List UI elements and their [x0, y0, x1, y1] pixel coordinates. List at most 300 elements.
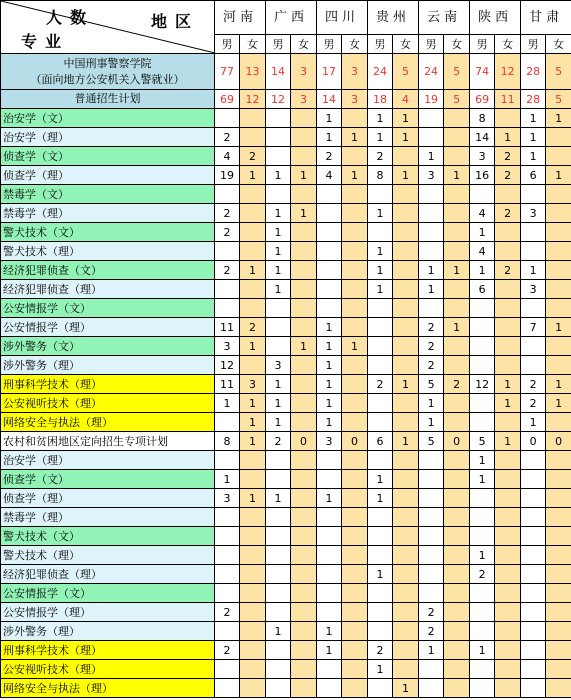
quota-cell: [444, 185, 470, 204]
quota-cell: [419, 546, 444, 565]
major-label: 警犬技术（理）: [1, 242, 215, 261]
quota-cell: [546, 185, 571, 204]
quota-cell: [444, 413, 470, 432]
major-label: 公安情报学（理）: [1, 603, 215, 622]
quota-cell: [419, 565, 444, 584]
quota-cell: 2: [215, 641, 240, 660]
quota-cell: [317, 603, 342, 622]
quota-cell: [495, 660, 521, 679]
quota-cell: [393, 185, 419, 204]
quota-cell: 1: [393, 166, 419, 185]
quota-cell: 1: [393, 679, 419, 698]
college-total-cell: 24: [368, 54, 393, 90]
quota-cell: [546, 204, 571, 223]
college-total-cell: 5: [546, 54, 571, 90]
quota-cell: 1: [266, 280, 291, 299]
major-label: 禁毒学（文）: [1, 185, 215, 204]
quota-cell: [444, 280, 470, 299]
quota-cell: [317, 565, 342, 584]
quota-cell: 1: [317, 622, 342, 641]
quota-cell: 1: [521, 261, 546, 280]
quota-cell: [240, 242, 266, 261]
quota-cell: [393, 489, 419, 508]
major-label: 经济犯罪侦查（理）: [1, 565, 215, 584]
quota-cell: [368, 318, 393, 337]
quota-cell: 2: [215, 261, 240, 280]
quota-cell: [470, 413, 495, 432]
quota-cell: [368, 508, 393, 527]
quota-cell: [291, 223, 317, 242]
quota-cell: [266, 641, 291, 660]
quota-cell: [546, 128, 571, 147]
quota-cell: 6: [470, 280, 495, 299]
quota-cell: 1: [266, 242, 291, 261]
quota-cell: [240, 223, 266, 242]
quota-cell: [495, 318, 521, 337]
quota-cell: [368, 394, 393, 413]
quota-cell: 1: [546, 394, 571, 413]
quota-cell: [317, 280, 342, 299]
quota-cell: [266, 147, 291, 166]
quota-cell: [495, 508, 521, 527]
quota-cell: [419, 109, 444, 128]
quota-cell: [291, 679, 317, 698]
quota-cell: 3: [317, 432, 342, 451]
quota-cell: [444, 508, 470, 527]
quota-cell: 3: [215, 337, 240, 356]
table-row: [1, 622, 571, 641]
college-total-cell: 28: [521, 54, 546, 90]
quota-cell: 1: [317, 489, 342, 508]
quota-cell: [419, 470, 444, 489]
quota-cell: [495, 622, 521, 641]
quota-cell: [317, 546, 342, 565]
quota-cell: 2: [521, 375, 546, 394]
quota-cell: [444, 128, 470, 147]
quota-cell: 1: [495, 394, 521, 413]
college-total-cell: 3: [291, 54, 317, 90]
major-label: 公安情报学（理）: [1, 318, 215, 337]
quota-cell: [342, 147, 368, 166]
major-label: 网络安全与执法（理）: [1, 679, 215, 698]
quota-cell: [215, 660, 240, 679]
quota-cell: [495, 603, 521, 622]
quota-cell: 8: [215, 432, 240, 451]
quota-cell: 1: [393, 432, 419, 451]
major-label: 公安情报学（文）: [1, 299, 215, 318]
quota-cell: [521, 223, 546, 242]
quota-cell: [266, 451, 291, 470]
quota-cell: [470, 489, 495, 508]
quota-cell: [342, 280, 368, 299]
table-row: [1, 147, 571, 166]
quota-cell: 1: [521, 128, 546, 147]
quota-cell: [291, 318, 317, 337]
quota-cell: 2: [521, 394, 546, 413]
quota-cell: 4: [470, 242, 495, 261]
major-label: 治安学（文）: [1, 109, 215, 128]
region-header: 地区: [151, 12, 200, 31]
quota-cell: [215, 584, 240, 603]
quota-cell: 1: [240, 489, 266, 508]
quota-cell: [291, 584, 317, 603]
college-total-cell: 5: [393, 54, 419, 90]
quota-cell: 5: [419, 432, 444, 451]
quota-cell: [444, 622, 470, 641]
quota-cell: 1: [419, 147, 444, 166]
quota-cell: [291, 109, 317, 128]
quota-cell: [495, 337, 521, 356]
quota-cell: [495, 470, 521, 489]
quota-cell: [419, 679, 444, 698]
quota-cell: [240, 128, 266, 147]
quota-cell: 1: [368, 470, 393, 489]
province-header: 甘肃: [521, 1, 571, 35]
quota-cell: 19: [215, 166, 240, 185]
quota-cell: [291, 147, 317, 166]
quota-cell: [393, 242, 419, 261]
college-total-cell: 12: [495, 54, 521, 90]
quota-cell: 5: [419, 375, 444, 394]
quota-cell: [240, 622, 266, 641]
quota-cell: [291, 280, 317, 299]
province-header: 广西: [266, 1, 317, 35]
quota-cell: [546, 356, 571, 375]
quota-cell: [240, 679, 266, 698]
plan-total-cell: 14: [317, 90, 342, 109]
plan-total-cell: 18: [368, 90, 393, 109]
quota-cell: [444, 451, 470, 470]
quota-cell: 1: [419, 261, 444, 280]
quota-cell: [495, 280, 521, 299]
quota-cell: 1: [393, 128, 419, 147]
quota-cell: [291, 489, 317, 508]
quota-cell: [546, 242, 571, 261]
quota-cell: 1: [444, 166, 470, 185]
quota-cell: 1: [546, 166, 571, 185]
quota-cell: [317, 527, 342, 546]
table-row: [1, 546, 571, 565]
quota-cell: [521, 660, 546, 679]
quota-cell: [495, 109, 521, 128]
major-label: 警犬技术（文）: [1, 223, 215, 242]
quota-cell: [215, 109, 240, 128]
quota-cell: 1: [317, 641, 342, 660]
quota-cell: [470, 337, 495, 356]
quota-cell: 1: [317, 337, 342, 356]
quota-cell: 1: [546, 375, 571, 394]
quota-cell: [215, 546, 240, 565]
quota-cell: [444, 584, 470, 603]
table-row: [1, 508, 571, 527]
male-header: 男: [317, 35, 342, 54]
quota-cell: [546, 451, 571, 470]
quota-cell: [266, 128, 291, 147]
quota-cell: [342, 204, 368, 223]
table-row: [1, 489, 571, 508]
quota-cell: 1: [470, 261, 495, 280]
quota-cell: 2: [419, 622, 444, 641]
quota-cell: [495, 546, 521, 565]
quota-cell: [215, 451, 240, 470]
major-label: 侦查学（理）: [1, 166, 215, 185]
quota-cell: [495, 451, 521, 470]
quota-cell: [317, 185, 342, 204]
quota-cell: [470, 622, 495, 641]
quota-cell: [495, 185, 521, 204]
quota-cell: 0: [546, 432, 571, 451]
quota-cell: [342, 299, 368, 318]
college-note: （面向地方公安机关入警就业）: [30, 72, 185, 86]
quota-cell: [368, 223, 393, 242]
quota-cell: 16: [470, 166, 495, 185]
major-label: 农村和贫困地区定向招生专项计划: [1, 432, 215, 451]
quota-cell: [240, 204, 266, 223]
quota-cell: [470, 508, 495, 527]
quota-cell: [291, 546, 317, 565]
quota-cell: [444, 527, 470, 546]
table-row: [1, 109, 571, 128]
quota-cell: [393, 451, 419, 470]
quota-cell: 1: [266, 261, 291, 280]
quota-cell: [419, 584, 444, 603]
quota-cell: 2: [266, 432, 291, 451]
quota-cell: [215, 413, 240, 432]
quota-cell: [291, 470, 317, 489]
quota-cell: 2: [495, 147, 521, 166]
quota-cell: 5: [470, 432, 495, 451]
major-label: 治安学（理）: [1, 128, 215, 147]
quota-cell: [419, 223, 444, 242]
quota-cell: 2: [495, 204, 521, 223]
major-header: 专业: [21, 32, 70, 51]
quota-cell: [291, 185, 317, 204]
quota-cell: [444, 299, 470, 318]
quota-cell: [342, 641, 368, 660]
quota-cell: [266, 299, 291, 318]
quota-cell: [419, 527, 444, 546]
quota-cell: [521, 603, 546, 622]
quota-cell: [444, 470, 470, 489]
quota-cell: [342, 109, 368, 128]
quota-cell: 1: [521, 413, 546, 432]
quota-cell: 12: [215, 356, 240, 375]
quota-cell: [495, 413, 521, 432]
quota-cell: [215, 622, 240, 641]
male-header: 男: [521, 35, 546, 54]
quota-cell: 1: [317, 375, 342, 394]
major-label: 经济犯罪侦查（文）: [1, 261, 215, 280]
quota-cell: [444, 394, 470, 413]
quota-cell: [291, 527, 317, 546]
quota-cell: [521, 242, 546, 261]
quota-cell: [342, 603, 368, 622]
quota-cell: [240, 185, 266, 204]
major-label: 刑事科学技术（理）: [1, 375, 215, 394]
quota-cell: [368, 679, 393, 698]
quota-cell: [266, 603, 291, 622]
quota-cell: [444, 223, 470, 242]
quota-cell: 2: [419, 318, 444, 337]
quota-cell: 1: [521, 109, 546, 128]
quota-cell: [546, 603, 571, 622]
quota-cell: 1: [266, 413, 291, 432]
quota-cell: [393, 356, 419, 375]
quota-cell: [546, 584, 571, 603]
quota-cell: [521, 565, 546, 584]
quota-cell: 1: [240, 432, 266, 451]
quota-cell: 3: [521, 204, 546, 223]
quota-cell: [393, 147, 419, 166]
quota-cell: [368, 413, 393, 432]
quota-cell: 1: [317, 413, 342, 432]
quota-cell: 6: [521, 166, 546, 185]
quota-cell: [291, 508, 317, 527]
quota-cell: [470, 299, 495, 318]
quota-cell: [215, 565, 240, 584]
female-header: 女: [546, 35, 571, 54]
male-header: 男: [419, 35, 444, 54]
quota-cell: [215, 508, 240, 527]
quota-cell: 1: [266, 166, 291, 185]
female-header: 女: [444, 35, 470, 54]
quota-cell: [291, 356, 317, 375]
quota-cell: [521, 527, 546, 546]
quota-cell: [521, 584, 546, 603]
quota-cell: 0: [444, 432, 470, 451]
quota-cell: [266, 508, 291, 527]
quota-cell: [419, 451, 444, 470]
quota-cell: 1: [266, 223, 291, 242]
major-label: 禁毒学（理）: [1, 508, 215, 527]
quota-cell: 1: [444, 261, 470, 280]
quota-cell: [368, 337, 393, 356]
quota-cell: [444, 603, 470, 622]
quota-cell: [546, 527, 571, 546]
plan-total-cell: 3: [291, 90, 317, 109]
quota-cell: [444, 242, 470, 261]
table-row: [1, 223, 571, 242]
quota-cell: [266, 337, 291, 356]
quota-cell: [291, 242, 317, 261]
college-total-cell: 77: [215, 54, 240, 90]
quota-cell: [266, 185, 291, 204]
major-label: 侦查学（文）: [1, 470, 215, 489]
quota-cell: 1: [495, 128, 521, 147]
quota-cell: 0: [291, 432, 317, 451]
quota-cell: [240, 508, 266, 527]
quota-cell: [521, 299, 546, 318]
quota-cell: 2: [368, 641, 393, 660]
quota-cell: 1: [368, 489, 393, 508]
quota-cell: 1: [521, 147, 546, 166]
quota-cell: [419, 660, 444, 679]
female-header: 女: [342, 35, 368, 54]
quota-cell: 6: [368, 432, 393, 451]
quota-cell: [393, 660, 419, 679]
quota-cell: [342, 679, 368, 698]
table-row: [1, 584, 571, 603]
quota-cell: [546, 489, 571, 508]
quota-cell: 1: [368, 109, 393, 128]
quota-cell: [368, 299, 393, 318]
major-label: 涉外警务（理）: [1, 356, 215, 375]
table-row: [1, 261, 571, 280]
quota-cell: 1: [317, 356, 342, 375]
quota-cell: [419, 185, 444, 204]
quota-cell: [240, 565, 266, 584]
quota-cell: [291, 299, 317, 318]
quota-cell: 1: [470, 451, 495, 470]
table-row: [1, 679, 571, 698]
college-name: 中国刑事警察学院: [63, 56, 152, 70]
quota-cell: [393, 603, 419, 622]
quota-cell: [317, 660, 342, 679]
quota-cell: 1: [240, 261, 266, 280]
quota-cell: [495, 356, 521, 375]
quota-cell: [317, 261, 342, 280]
quota-cell: [495, 489, 521, 508]
quota-cell: [546, 261, 571, 280]
quota-cell: [240, 280, 266, 299]
quota-cell: [266, 546, 291, 565]
quota-cell: [546, 413, 571, 432]
quota-cell: [444, 546, 470, 565]
quota-cell: [266, 679, 291, 698]
quota-cell: [393, 299, 419, 318]
quota-cell: [368, 603, 393, 622]
quota-cell: 1: [266, 375, 291, 394]
quota-cell: [240, 603, 266, 622]
quota-cell: 1: [368, 204, 393, 223]
college-total-cell: 24: [419, 54, 444, 90]
quota-cell: [317, 299, 342, 318]
quota-cell: [470, 185, 495, 204]
quota-cell: [521, 679, 546, 698]
quota-cell: 1: [368, 242, 393, 261]
quota-cell: [342, 508, 368, 527]
quota-cell: 2: [495, 261, 521, 280]
quota-cell: [342, 375, 368, 394]
quota-cell: 1: [291, 337, 317, 356]
quota-cell: [444, 641, 470, 660]
quota-cell: [368, 622, 393, 641]
quota-cell: [495, 641, 521, 660]
quota-cell: [393, 565, 419, 584]
quota-cell: 2: [215, 128, 240, 147]
quota-cell: [215, 527, 240, 546]
quota-cell: [546, 679, 571, 698]
table-row: [1, 603, 571, 622]
quota-cell: [317, 584, 342, 603]
major-label: 侦查学（理）: [1, 489, 215, 508]
quota-cell: 3: [521, 280, 546, 299]
college-total-cell: 13: [240, 54, 266, 90]
female-header: 女: [240, 35, 266, 54]
quota-cell: [393, 470, 419, 489]
plan-total-cell: 3: [342, 90, 368, 109]
quota-cell: [240, 641, 266, 660]
quota-cell: [444, 565, 470, 584]
quota-cell: 1: [419, 280, 444, 299]
quota-cell: [342, 622, 368, 641]
quota-cell: 1: [495, 432, 521, 451]
quota-cell: 1: [368, 261, 393, 280]
quota-cell: 2: [215, 204, 240, 223]
table-row: [1, 356, 571, 375]
quota-cell: [342, 470, 368, 489]
male-header: 男: [368, 35, 393, 54]
